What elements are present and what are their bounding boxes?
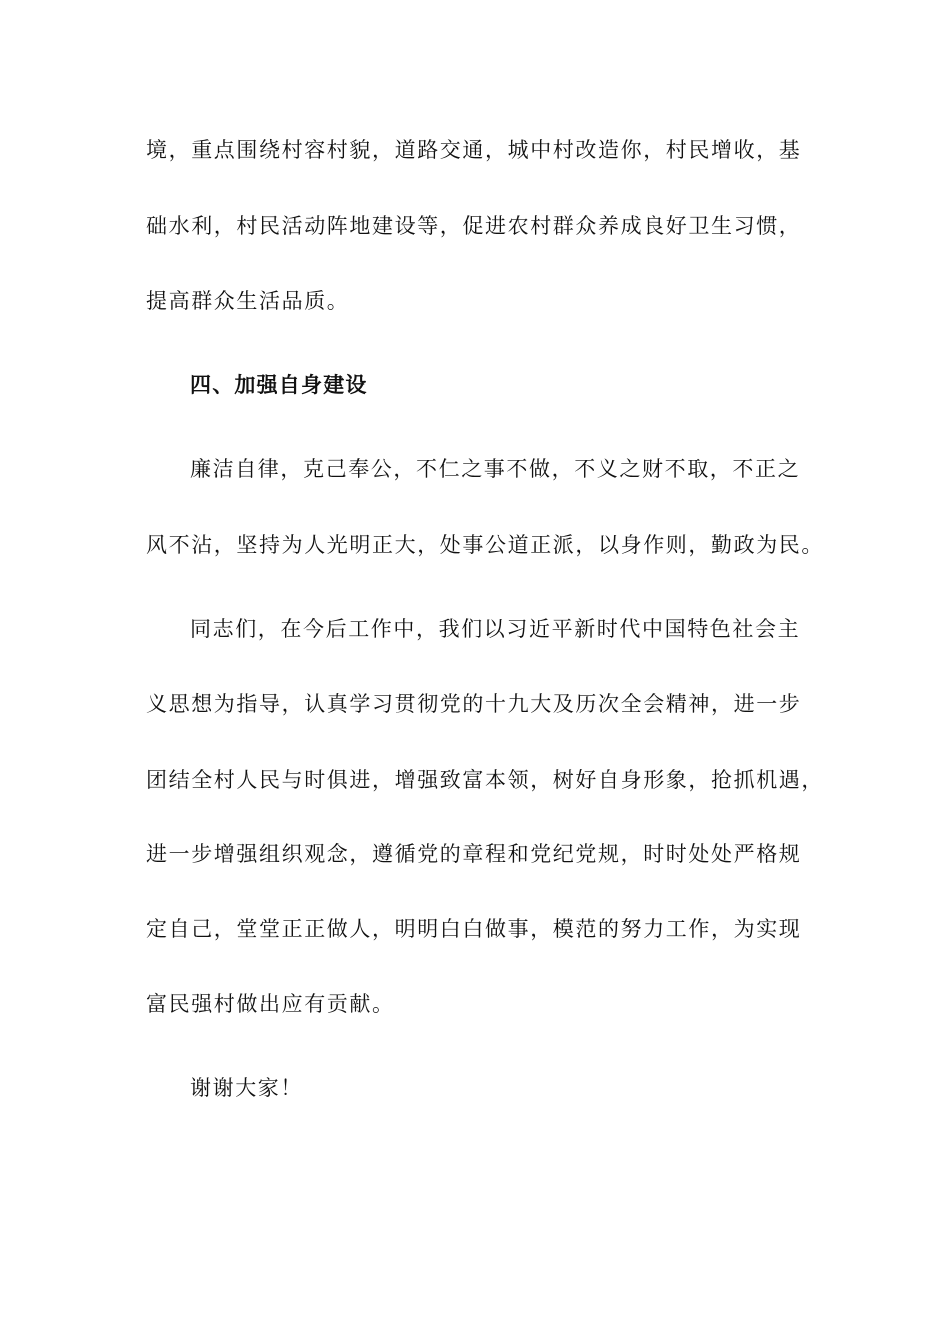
paragraph-line: 义思想为指导，认真学习贯彻党的十九大及历次全会精神，进一步 xyxy=(146,692,802,716)
paragraph-line: 富民强村做出应有贡献。 xyxy=(146,992,395,1016)
paragraph-line: 础水利，村民活动阵地建设等，促进农村群众养成良好卫生习惯， xyxy=(146,214,802,238)
paragraph-line: 同志们，在今后工作中，我们以习近平新时代中国特色社会主 xyxy=(190,617,801,641)
paragraph-line: 风不沾，坚持为人光明正大，处事公道正派，以身作则，勤政为民。 xyxy=(146,533,824,557)
paragraph-line: 提高群众生活品质。 xyxy=(146,289,350,313)
paragraph-line: 定自己，堂堂正正做人，明明白白做事，模范的努力工作，为实现 xyxy=(146,917,802,941)
paragraph-line: 团结全村人民与时俱进，增强致富本领，树好自身形象，抢抓机遇， xyxy=(146,768,824,792)
paragraph-line: 进一步增强组织观念，遵循党的章程和党纪党规，时时处处严格规 xyxy=(146,842,802,866)
section-heading: 四、加强自身建设 xyxy=(190,372,368,397)
paragraph-line: 境，重点围绕村容村貌，道路交通，城中村改造你，村民增收，基 xyxy=(146,138,802,162)
paragraph-line: 廉洁自律，克己奉公，不仁之事不做，不义之财不取，不正之 xyxy=(190,457,801,481)
closing-thanks: 谢谢大家！ xyxy=(190,1076,303,1100)
